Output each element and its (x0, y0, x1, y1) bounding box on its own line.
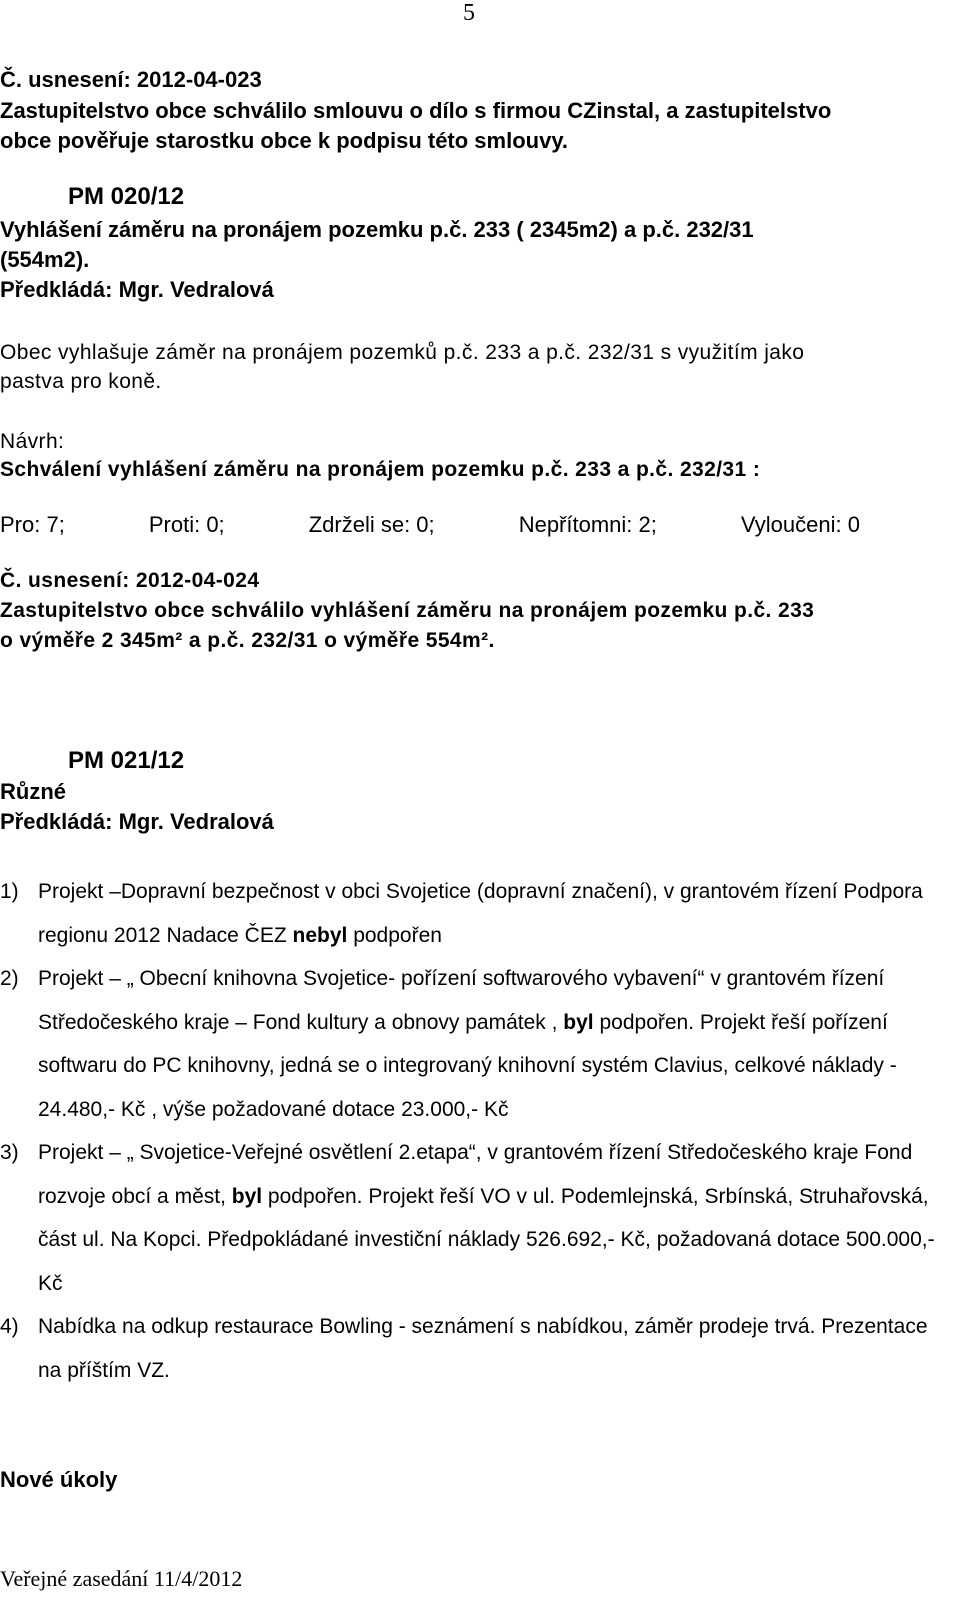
item-text-tail: podpořen. Projekt řeší VO v ul. Podemlejnská, Srbínská, Struhařovská, část ul. Na Kopci. Předpokládané investiční náklady 526.692,- Kč, požadovaná dotace 500.000,- Kč (38, 1184, 935, 1295)
item-text: Nabídka na odkup restaurace Bowling - seznámení s nabídkou, záměr prodeje trvá. Prezentace na příštím VZ. (38, 1315, 928, 1382)
pm020-heading: PM 020/12 (68, 183, 185, 210)
item-emphasis: byl (563, 1010, 594, 1034)
item-number: 3) (0, 1141, 19, 1164)
resolution-024-line2: o výměře 2 345m² a p.č. 232/31 o výměře 554m². (0, 629, 495, 652)
pm021-heading: PM 021/12 (68, 747, 185, 774)
item-text: Projekt – „ Svojetice-Veřejné osvětlení 2.etapa“, v grantovém řízení Středočeského kraje Fond rozvoje obcí a měst, (38, 1141, 913, 1208)
pm020-body-line1: Obec vyhlašuje záměr na pronájem pozemků p.č. 233 a p.č. 232/31 s využitím jako (0, 341, 805, 364)
item-emphasis: byl (231, 1184, 263, 1208)
pm020-title-line1: Vyhlášení záměru na pronájem pozemku p.č. 233 ( 2345m2) a p.č. 232/31 (0, 217, 754, 242)
proposal-text: Schválení vyhlášení záměru na pronájem pozemku p.č. 233 a p.č. 232/31 : (0, 458, 761, 481)
pm021-presenter: Předkládá: Mgr. Vedralová (0, 809, 274, 834)
page-number: 5 (463, 0, 475, 26)
pm020-presenter: Předkládá: Mgr. Vedralová (0, 277, 274, 302)
list-item (0, 1305, 945, 1392)
resolution-024-line1: Zastupitelstvo obce schválilo vyhlášení záměru na pronájem pozemku p.č. 233 (0, 599, 815, 622)
item-emphasis: nebyl (292, 923, 348, 947)
resolution-024-number: Č. usnesení: 2012-04-024 (0, 569, 260, 592)
item-number: 1) (0, 880, 19, 903)
item-number: 2) (0, 967, 19, 990)
resolution-023-line2: obce pověřuje starostku obce k podpisu této smlouvy. (0, 128, 569, 153)
new-tasks-heading: Nové úkoly (0, 1467, 118, 1492)
list-item (0, 1131, 945, 1305)
pm021-item-list (0, 870, 945, 1392)
list-item (0, 957, 945, 1131)
list-item (0, 870, 945, 957)
vote-result-row (0, 512, 860, 538)
page-footer: Veřejné zasedání 11/4/2012 (0, 1566, 243, 1591)
proposal-label: Návrh: (0, 430, 65, 453)
resolution-023-line1: Zastupitelstvo obce schválilo smlouvu o dílo s firmou CZinstal, a zastupitelstvo (0, 98, 832, 123)
vote-pro: Pro: 7; (0, 512, 65, 537)
item-text: Projekt – „ Obecní knihovna Svojetice- pořízení softwarového vybavení“ v grantovém řízení Středočeského kraje – Fond kultury a obnovy památek , (38, 967, 885, 1034)
pm021-title: Různé (0, 779, 66, 804)
item-text-tail: podpořen (347, 923, 442, 947)
pm020-title-line2: (554m2). (0, 247, 90, 272)
item-number: 4) (0, 1315, 19, 1338)
vote-vylouceni: Vyloučeni: 0 (740, 512, 860, 537)
vote-proti: Proti: 0; (148, 512, 225, 537)
vote-zdrzeli: Zdrželi se: 0; (308, 512, 435, 537)
item-text-tail: podpořen. Projekt řeší pořízení softwaru do PC knihovny, jedná se o integrovaný knihovní systém Clavius, celkové náklady - 24.480,- Kč , výše požadované dotace 23.000,- Kč (38, 1010, 897, 1121)
item-text: Projekt –Dopravní bezpečnost v obci Svojetice (dopravní značení), v grantovém řízení Podpora regionu 2012 Nadace ČEZ (38, 880, 923, 947)
resolution-023-number: Č. usnesení: 2012-04-023 (0, 67, 262, 92)
vote-nepritomni: Nepřítomni: 2; (518, 512, 657, 537)
pm020-body-line2: pastva pro koně. (0, 370, 162, 393)
